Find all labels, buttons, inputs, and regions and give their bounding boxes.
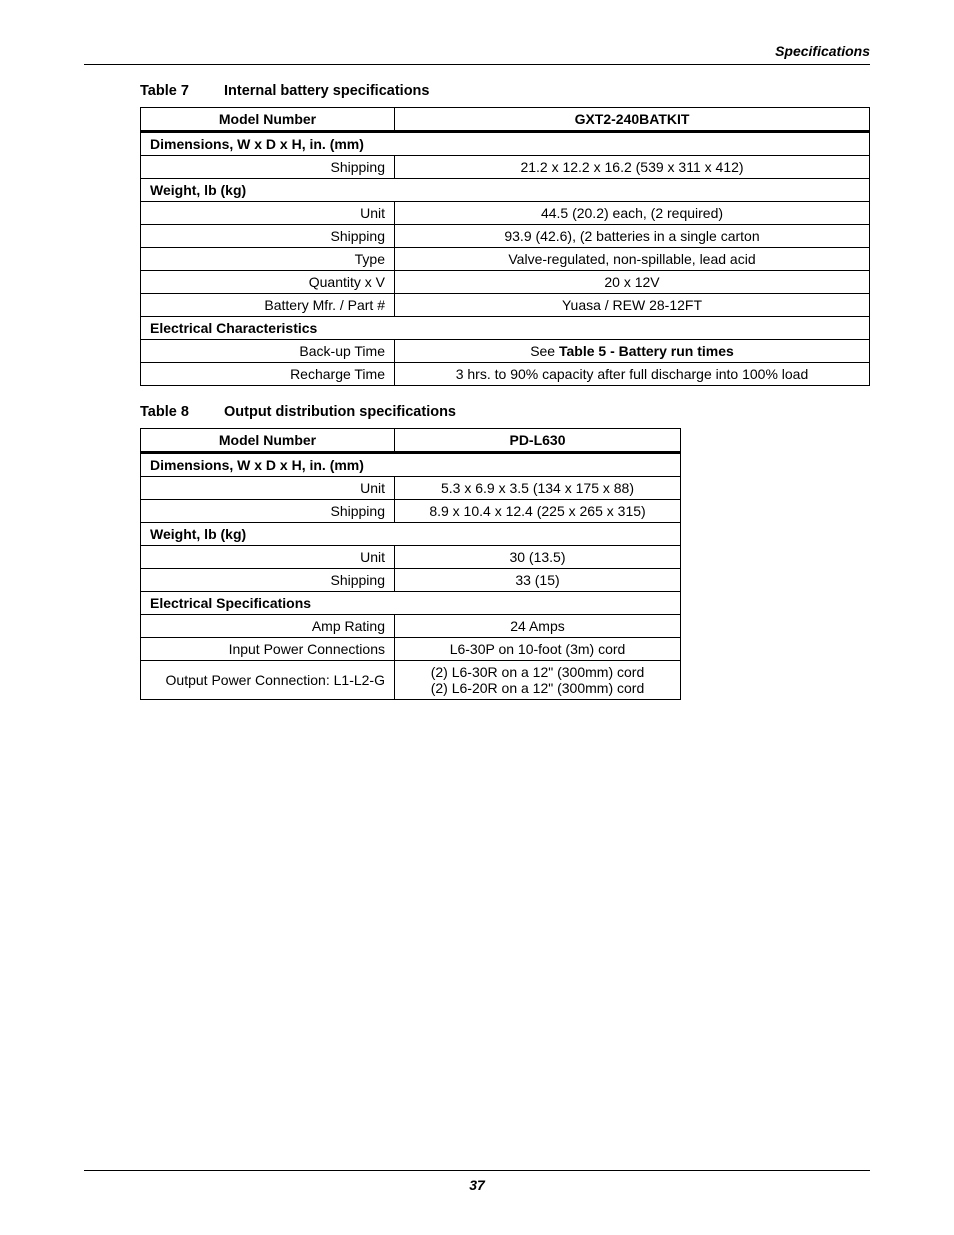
table-row [141, 453, 681, 477]
row-label: Shipping [141, 225, 395, 248]
page-number: 37 [469, 1177, 485, 1193]
row-value: 24 Amps [395, 615, 681, 638]
table8-header-value: PD-L630 [395, 429, 681, 453]
table7-number: Table 7 [140, 83, 189, 99]
section-heading: Dimensions, W x D x H, in. (mm) [141, 132, 870, 156]
row-value: L6-30P on 10-foot (3m) cord [395, 638, 681, 661]
row-value: Yuasa / REW 28-12FT [395, 294, 870, 317]
row-label: Shipping [141, 156, 395, 179]
output-line: (2) L6-30R on a 12" (300mm) cord [430, 664, 645, 680]
table-row [141, 271, 870, 294]
row-label: Battery Mfr. / Part # [141, 294, 395, 317]
row-value [395, 661, 681, 700]
row-value: 44.5 (20.2) each, (2 required) [395, 202, 870, 225]
table8-caption [140, 404, 456, 420]
table-row [141, 317, 870, 340]
table7 [140, 107, 870, 386]
table-row [141, 202, 870, 225]
table-row [141, 638, 681, 661]
table-row [141, 132, 870, 156]
row-label: Back-up Time [141, 340, 395, 363]
table-row [141, 156, 870, 179]
section-heading: Dimensions, W x D x H, in. (mm) [141, 453, 681, 477]
table-row [141, 546, 681, 569]
row-value: 8.9 x 10.4 x 12.4 (225 x 265 x 315) [395, 500, 681, 523]
table8-number: Table 8 [140, 404, 189, 420]
table-row [141, 661, 681, 700]
row-label: Recharge Time [141, 363, 395, 386]
row-value: 3 hrs. to 90% capacity after full discharge into 100% load [395, 363, 870, 386]
table8 [140, 428, 681, 700]
row-value: 30 (13.5) [395, 546, 681, 569]
table7-header-value: GXT2-240BATKIT [395, 108, 870, 132]
row-value: 93.9 (42.6), (2 batteries in a single carton [395, 225, 870, 248]
section-heading: Weight, lb (kg) [141, 179, 870, 202]
row-label: Amp Rating [141, 615, 395, 638]
table7-header-row [141, 108, 870, 132]
row-label: Quantity x V [141, 271, 395, 294]
row-label: Unit [141, 202, 395, 225]
row-label: Unit [141, 477, 395, 500]
table7-caption [140, 83, 429, 99]
row-value: 20 x 12V [395, 271, 870, 294]
table-row [141, 248, 870, 271]
value-prefix: See [530, 343, 559, 359]
row-value: 5.3 x 6.9 x 3.5 (134 x 175 x 88) [395, 477, 681, 500]
table-row [141, 523, 681, 546]
row-label: Shipping [141, 569, 395, 592]
table-row [141, 569, 681, 592]
table7-header-label: Model Number [141, 108, 395, 132]
output-line: (2) L6-20R on a 12" (300mm) cord [430, 680, 645, 696]
row-value: 21.2 x 12.2 x 16.2 (539 x 311 x 412) [395, 156, 870, 179]
row-value [395, 340, 870, 363]
row-label: Unit [141, 546, 395, 569]
table-row [141, 340, 870, 363]
table-row [141, 477, 681, 500]
table-reference-link[interactable]: Table 5 - Battery run times [559, 343, 734, 359]
table-row [141, 500, 681, 523]
table-row [141, 179, 870, 202]
row-label: Input Power Connections [141, 638, 395, 661]
row-value: 33 (15) [395, 569, 681, 592]
footer-rule [84, 1170, 870, 1171]
section-heading: Electrical Specifications [141, 592, 681, 615]
row-label: Type [141, 248, 395, 271]
table-row [141, 294, 870, 317]
header-rule [84, 64, 870, 65]
table-row [141, 363, 870, 386]
row-label: Output Power Connection: L1-L2-G [141, 661, 395, 700]
table8-header-label: Model Number [141, 429, 395, 453]
table-row [141, 592, 681, 615]
row-label: Shipping [141, 500, 395, 523]
table8-header-row [141, 429, 681, 453]
section-heading: Weight, lb (kg) [141, 523, 681, 546]
table7-title: Internal battery specifications [224, 83, 430, 99]
section-heading: Electrical Characteristics [141, 317, 870, 340]
table-row [141, 615, 681, 638]
row-value: Valve-regulated, non-spillable, lead acid [395, 248, 870, 271]
table8-title: Output distribution specifications [224, 404, 456, 420]
running-header: Specifications [775, 43, 870, 59]
table-row [141, 225, 870, 248]
